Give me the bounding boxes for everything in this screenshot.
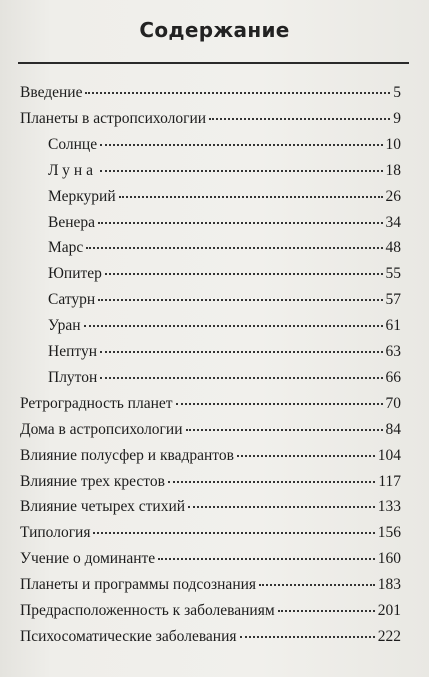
- toc-entry-title: Психосоматические заболевания: [20, 627, 237, 645]
- toc-entry: [20, 421, 401, 441]
- toc-entry-page-number: 201: [377, 602, 401, 619]
- toc-entry-title: Дома в астропсихологии: [20, 420, 183, 438]
- toc-entry-page-number: 117: [378, 472, 401, 490]
- toc-entry-page-number: 160: [377, 550, 401, 568]
- dot-leader: [209, 108, 390, 120]
- toc-entry-title: Уран: [48, 317, 81, 335]
- dot-leader: [105, 263, 383, 275]
- toc-entry-page-number: 9: [393, 109, 401, 127]
- toc-entry: [48, 239, 401, 259]
- dot-leader: [98, 212, 382, 224]
- page-title: Содержание: [139, 18, 290, 42]
- toc-entry-title: Марс: [48, 239, 84, 257]
- toc-entry: [20, 524, 401, 544]
- dot-leader: [85, 82, 390, 94]
- toc-entry: [20, 498, 401, 518]
- dot-leader: [100, 160, 382, 172]
- dot-leader: [176, 393, 383, 405]
- toc-entry-page-number: 61: [385, 317, 401, 335]
- toc-entry-title: Меркурий: [48, 187, 116, 205]
- toc-entry: [20, 550, 401, 570]
- dot-leader: [100, 134, 382, 146]
- dot-leader: [259, 574, 375, 586]
- toc-entry: [48, 136, 401, 156]
- toc-entry: [48, 317, 401, 337]
- toc-entry: [20, 473, 401, 493]
- toc-entry-page-number: 104: [377, 446, 401, 464]
- toc-entry: [20, 447, 401, 467]
- toc-entry-page-number: 66: [385, 368, 401, 386]
- toc-entry: [20, 110, 401, 130]
- dot-leader: [168, 471, 375, 483]
- dot-leader: [237, 445, 375, 457]
- toc-entry-page-number: 183: [377, 576, 401, 594]
- dot-leader: [186, 419, 383, 431]
- toc-entry-title: Влияние полусфер и квадрантов: [20, 446, 234, 464]
- toc-entry-title: Влияние четырех стихий: [20, 498, 186, 516]
- toc-entry-page-number: 48: [385, 239, 401, 257]
- toc-entry-title: Предрасположенность к заболеваниям: [20, 602, 275, 619]
- toc-entry-title: Солнце: [48, 135, 98, 153]
- dot-leader: [86, 237, 382, 249]
- toc-entry: [48, 162, 401, 182]
- toc-entry-title: Луна: [48, 161, 98, 179]
- toc-entry-title: Планеты в астропсихологии: [20, 109, 207, 127]
- toc-entry-page-number: 84: [385, 420, 401, 438]
- toc-entry-page-number: 18: [385, 161, 401, 179]
- toc-entry-page-number: 63: [385, 343, 401, 360]
- toc-entry: [20, 628, 401, 648]
- toc-entry-page-number: 133: [377, 498, 401, 516]
- dot-leader: [100, 367, 382, 379]
- toc-entry-page-number: 10: [385, 135, 401, 153]
- toc-entry-title: Сатурн: [48, 291, 96, 309]
- dot-leader: [84, 315, 383, 327]
- toc-entry-page-number: 222: [377, 627, 401, 645]
- toc-entry: [20, 576, 401, 596]
- toc-entry-page-number: 34: [385, 213, 401, 231]
- toc-entry: [20, 602, 401, 622]
- toc-entry: [48, 265, 401, 285]
- toc-entry: [48, 188, 401, 208]
- toc-entry-page-number: 57: [385, 291, 401, 309]
- toc-entry-title: Типология: [20, 524, 91, 542]
- toc-entry: [20, 84, 401, 104]
- toc-entry-title: Плутон: [48, 368, 98, 386]
- toc-entry: [48, 369, 401, 389]
- dot-leader: [158, 548, 375, 560]
- toc-entry-page-number: 55: [385, 265, 401, 283]
- toc-entry-page-number: 156: [377, 524, 401, 542]
- toc-entry-page-number: 26: [385, 187, 401, 205]
- dot-leader: [100, 341, 383, 353]
- dot-leader: [278, 600, 375, 612]
- dot-leader: [93, 522, 374, 534]
- toc-entry-title: Ретроградность планет: [20, 394, 173, 412]
- dot-leader: [98, 289, 382, 301]
- toc-entry-title: Нептун: [48, 343, 97, 360]
- dot-leader: [188, 496, 375, 508]
- toc-entry-title: Введение: [20, 84, 83, 101]
- toc-entry-page-number: 5: [393, 84, 401, 101]
- toc-entry-title: Учение о доминанте: [20, 550, 156, 568]
- toc-entry-title: Влияние трех крестов: [20, 472, 165, 490]
- dot-leader: [240, 626, 375, 638]
- toc-entry: [48, 214, 401, 234]
- dot-leader: [119, 186, 383, 198]
- title-divider: [18, 62, 409, 64]
- toc-entry: [48, 291, 401, 311]
- toc-entry-title: Юпитер: [48, 265, 102, 283]
- toc-entry: [48, 343, 401, 363]
- toc-entry: [20, 395, 401, 415]
- toc-entry-page-number: 70: [385, 394, 401, 412]
- toc-entry-title: Планеты и программы подсознания: [20, 576, 257, 594]
- toc-entry-title: Венера: [48, 213, 96, 231]
